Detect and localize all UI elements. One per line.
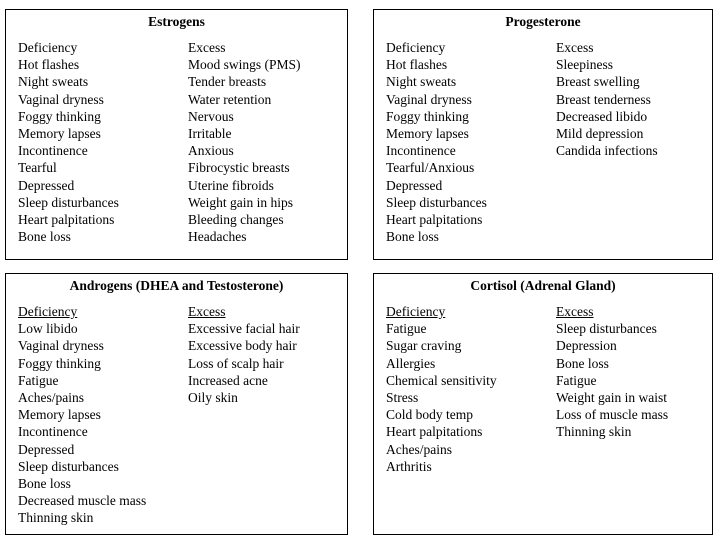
list-item: Decreased muscle mass [18,493,147,509]
panel-title: Estrogens [148,14,205,29]
list-item: Candida infections [556,143,658,159]
list-item: Night sweats [386,74,457,90]
list-item: Sleep disturbances [18,458,119,474]
list-item: Incontinence [18,424,88,440]
list-item: Foggy thinking [18,108,101,124]
list-item: Stress [386,390,419,406]
list-item: Nervous [188,108,234,124]
list-item: Breast swelling [556,74,640,90]
list-item: Night sweats [18,74,89,90]
list-item: Low libido [18,321,78,337]
panel-title: Progesterone [505,14,581,29]
list-item: Hot flashes [386,57,448,73]
list-item: Sleep disturbances [386,194,487,210]
panel-title: Cortisol (Adrenal Gland) [470,278,616,293]
column-header-excess: Excess [188,304,226,319]
column-header-deficiency: Deficiency [18,304,78,319]
list-item: Oily skin [188,390,238,406]
list-item: Bone loss [18,476,71,492]
list-item: Hot flashes [18,57,80,73]
list-item: Fibrocystic breasts [188,160,290,176]
list-item: Heart palpitations [386,424,483,440]
list-item: Fatigue [556,372,597,388]
list-item: Loss of muscle mass [556,407,669,423]
column-header-deficiency: Deficiency [386,304,446,319]
list-item: Sleep disturbances [18,194,119,210]
list-item: Depressed [18,441,75,457]
list-item: Tender breasts [188,74,267,90]
list-item: Aches/pains [18,390,84,406]
list-item: Memory lapses [18,126,101,142]
deficiency-list [18,39,119,245]
list-item: Bone loss [386,229,439,245]
list-item: Headaches [188,229,247,245]
list-item: Depressed [18,177,75,193]
list-item: Breast tenderness [556,91,651,107]
column-header-excess: Excess [556,304,594,319]
excess-list [188,303,300,406]
list-item: Tearful/Anxious [386,160,475,176]
deficiency-list [386,303,497,475]
list-item: Thinning skin [556,424,632,440]
list-item: Sleepiness [556,57,613,73]
list-item: Depressed [386,177,443,193]
list-item: Uterine fibroids [188,177,274,193]
list-item: Tearful [18,160,57,176]
androgens-panel [5,273,348,535]
excess-list [188,39,301,245]
list-item: Loss of scalp hair [188,355,284,371]
list-item: Foggy thinking [386,108,469,124]
list-item: Memory lapses [18,407,101,423]
list-item: Vaginal dryness [18,91,104,107]
list-item: Mood swings (PMS) [188,57,301,73]
deficiency-list [18,303,146,527]
list-item: Memory lapses [386,126,469,142]
column-header-deficiency: Deficiency [18,40,78,55]
list-item: Vaginal dryness [18,338,104,354]
cortisol-panel [373,273,713,535]
estrogens-panel [5,9,348,260]
list-item: Weight gain in hips [188,194,294,210]
list-item: Aches/pains [386,441,452,457]
column-header-excess: Excess [556,40,594,55]
column-header-deficiency: Deficiency [386,40,446,55]
list-item: Arthritis [386,458,432,474]
excess-list [556,39,658,159]
excess-list [556,303,668,441]
list-item: Sleep disturbances [556,321,657,337]
list-item: Fatigue [18,372,59,388]
list-item: Increased acne [188,372,268,388]
list-item: Depression [556,338,617,354]
list-item: Excessive facial hair [188,321,300,337]
list-item: Allergies [386,355,436,371]
progesterone-panel [373,9,713,260]
list-item: Thinning skin [18,510,94,526]
list-item: Incontinence [18,143,88,159]
list-item: Decreased libido [556,108,648,124]
list-item: Incontinence [386,143,456,159]
list-item: Chemical sensitivity [386,372,497,388]
list-item: Bone loss [556,355,609,371]
list-item: Water retention [188,91,272,107]
list-item: Sugar craving [386,338,462,354]
list-item: Bone loss [18,229,71,245]
deficiency-list [386,39,487,245]
list-item: Vaginal dryness [386,91,472,107]
list-item: Irritable [188,126,232,142]
list-item: Mild depression [556,126,644,142]
list-item: Foggy thinking [18,355,101,371]
list-item: Excessive body hair [188,338,297,354]
column-header-excess: Excess [188,40,226,55]
list-item: Fatigue [386,321,427,337]
list-item: Cold body temp [386,407,473,423]
list-item: Bleeding changes [188,212,284,228]
list-item: Weight gain in waist [556,390,668,406]
list-item: Heart palpitations [18,212,115,228]
list-item: Anxious [188,143,234,159]
list-item: Heart palpitations [386,212,483,228]
panel-title: Androgens (DHEA and Testosterone) [69,278,284,293]
